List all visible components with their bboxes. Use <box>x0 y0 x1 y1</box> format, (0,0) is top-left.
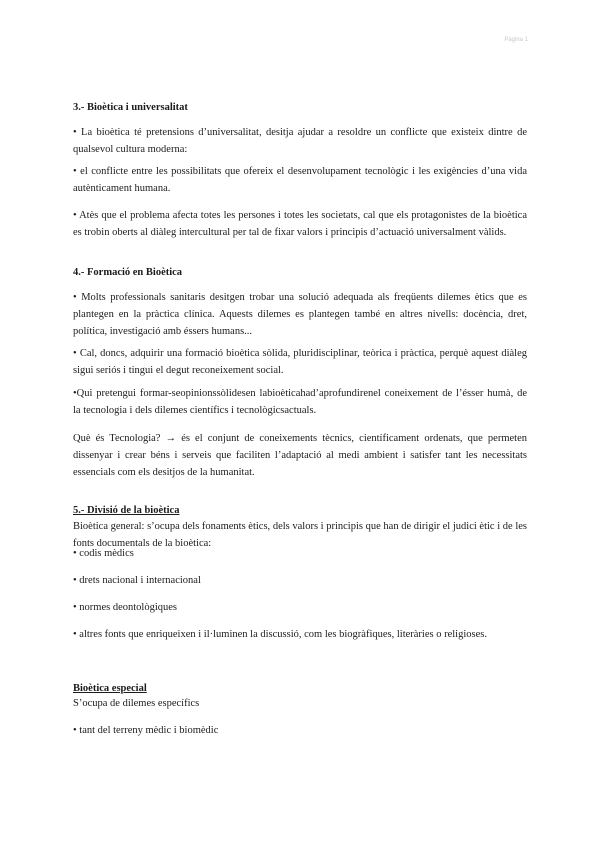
section-5-bullet-3: • normes deontològiques <box>73 602 177 613</box>
section-5-bullet-1: • codis mèdics <box>73 548 134 559</box>
section-4-heading <box>73 264 527 281</box>
section-4-paragraph-2: • Cal, doncs, adquirir una formació bioètica sòlida, pluridisciplinar, teòrica i pràctica, perquè aquest diàleg sigui seriós i tingui el degut reconeixement social. <box>73 348 527 376</box>
section-5-heading <box>73 502 527 519</box>
section-4-paragraph-4: Què és Tecnologia? → és el conjunt de coneixements tècnics, científicament ordenats, que permeten dissenyar i crear béns i serveis que faciliten l’adaptació al medi ambient i satisfer tant les necessitats essencials com els desitjos de la humanitat. <box>73 433 527 478</box>
section-4-title: Formació en Bioètica <box>87 267 183 278</box>
section-3-title: Bioètica i universalitat <box>87 102 188 113</box>
section-3-paragraph-3: • Atès que el problema afecta totes les persones i totes les societats, cal que els protagonistes de la bioètica es trobin oberts al diàleg intercultural per tal de fixar valors i principis d’actuació universalment vàlids. <box>73 210 527 238</box>
section-4-paragraph-1: • Molts professionals sanitaris desitgen trobar una solució adequada als freqüents dilemes ètics que es plantegen en la pràctica clínica. Aquests dilemes es plantegen també en altres nivells: docència, dret, política, investigació amb éssers humans... <box>73 292 527 337</box>
special-bioethics-paragraph: S’ocupa de dilemes específics <box>73 698 200 709</box>
section-5-bullet-2: • drets nacional i internacional <box>73 575 201 586</box>
section-5-paragraph-1: Bioètica general: s’ocupa dels fonaments ètics, dels valors i principis que han de dirigir el judici ètic i de les fonts documentals de la bioètica: <box>73 521 527 549</box>
page-number: Pàgina 1 <box>504 37 528 43</box>
section-4-paragraph-3: •Qui pretengui formar-seopinionssòlidesen labioèticahad’aprofundirenel coneixement de l’ésser humà, de la tecnologia i dels dilemes científics i tecnològicsactuals. <box>73 388 527 416</box>
section-3-heading <box>73 99 527 116</box>
section-4-number: 4.- <box>73 267 87 278</box>
special-bioethics-bullet-1: • tant del terreny mèdic i biomèdic <box>73 725 219 736</box>
section-3-paragraph-2: • el conflicte entre les possibilitats que ofereix el desenvolupament tecnològic i les exigències d’una vida autènticament humana. <box>73 166 527 194</box>
section-5-title: Divisió de la bioètica <box>87 505 180 516</box>
special-bioethics-heading: Bioètica especial <box>73 683 147 694</box>
section-5-number: 5.- <box>73 505 87 516</box>
section-3-number: 3.- <box>73 102 87 113</box>
section-3-paragraph-1: • La bioètica té pretensions d’universalitat, desitja ajudar a resoldre un conflicte que existeix dintre de qualsevol cultura moderna: <box>73 127 527 155</box>
section-5-bullet-4: • altres fonts que enriqueixen i il·luminen la discussió, com les biogràfiques, literàries o religioses. <box>73 629 487 640</box>
